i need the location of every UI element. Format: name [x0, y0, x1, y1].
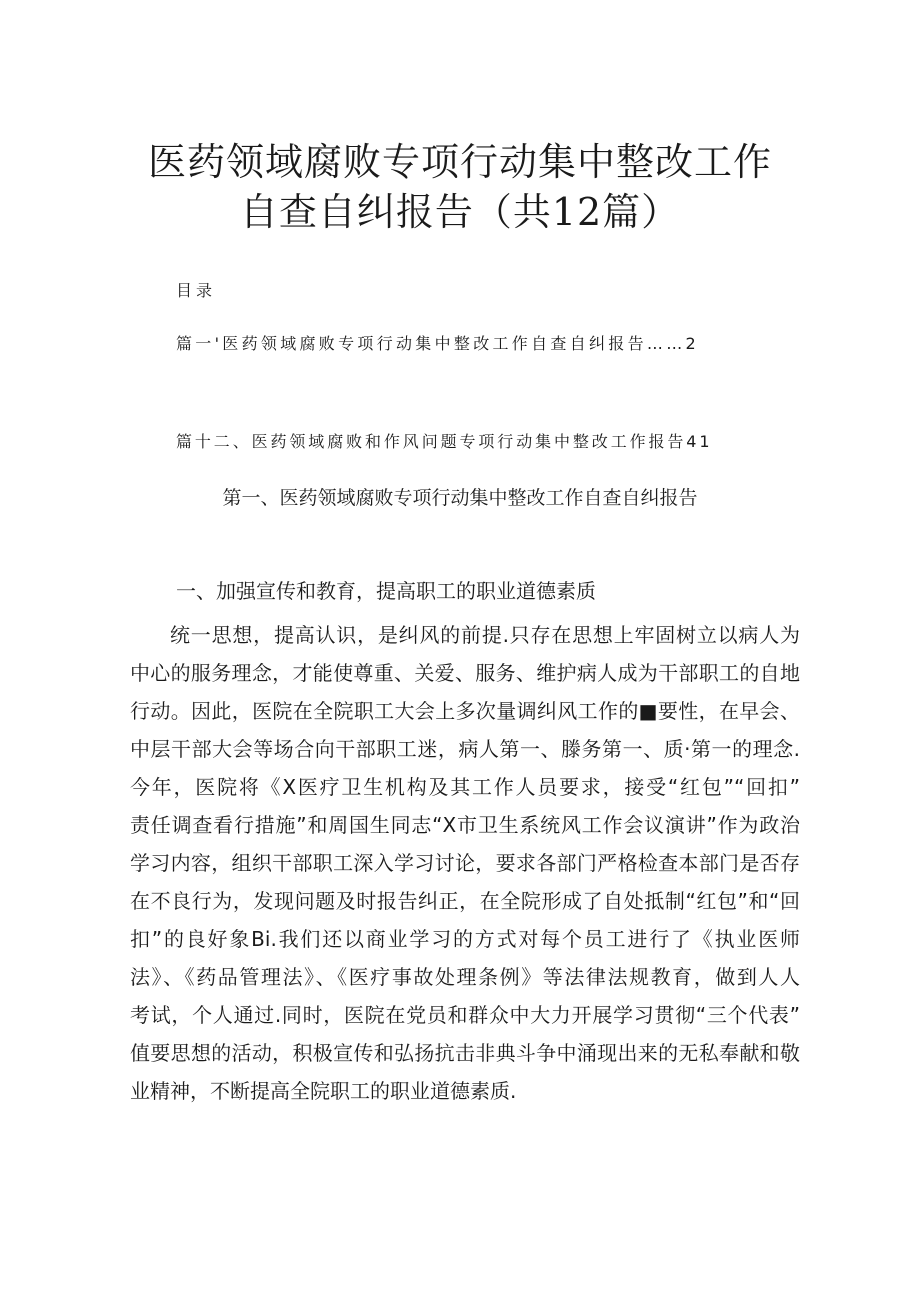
body-paragraph: [130, 616, 800, 1110]
document-title-line-2: 自查自纠报告（共12篇）: [239, 190, 681, 234]
document-title-line-1: 医药领域腐败专项行动集中整改工作: [147, 140, 772, 184]
paragraph-line: 今年，医院将《X医疗卫生机构及其工作人员要求，接受“红包”“回扣”: [130, 775, 800, 799]
paragraph-line: 中层干部大会等场合向干部职工迷，病人第一、滕务第一、质·第一的理念.: [130, 737, 800, 761]
toc-label: 目录: [176, 281, 217, 300]
paragraph-line: 法》、《药品管理法》、《医疗事故处理条例》等法律法规教育，做到人人: [130, 965, 800, 989]
paragraph-line: 中心的服务理念，才能使尊重、关爱、服务、维护病人成为干部职工的自地: [130, 661, 800, 685]
paragraph-line: 责任调查看行措施”和周国生同志“X市卫生系统风工作会议演讲”作为政治: [130, 813, 800, 837]
paragraph-line: 行动。因此，医院在全院职工大会上多次量调纠风工作的■要性，在早会、: [130, 699, 800, 723]
paragraph-line: 在不良行为，发现问题及时报告纠正，在全院形成了自处抵制“红包”和“回: [130, 889, 800, 913]
paragraph-line: 值要思想的活动，积极宣传和弘扬抗击非典斗争中涌现出来的无私奉献和敬: [130, 1041, 800, 1065]
toc-entry-12: 篇十二、医药领域腐败和作风问题专项行动集中整改工作报告41: [176, 432, 713, 451]
paragraph-line: 考试，个人通过.同时，医院在党员和群众中大力开展学习贯彻“三个代表”: [130, 1003, 800, 1027]
paragraph-line: 扣”的良好象Bi.我们还以商业学习的方式对每个员工进行了《执业医师: [130, 927, 800, 951]
paragraph-line: 统一思想，提高认识，是纠风的前提.只存在思想上牢固树立以病人为: [170, 623, 800, 647]
paragraph-line: 业精神，不断提高全院职工的职业道德素质.: [130, 1079, 517, 1103]
section-heading-1: 一、加强宣传和教育，提高职工的职业道德素质: [176, 579, 596, 603]
toc-entry-1: 篇一'医药领域腐败专项行动集中整改工作自查自纠报告……2: [176, 334, 699, 353]
section-title: 第一、医药领域腐败专项行动集中整改工作自查自纠报告: [222, 487, 698, 509]
paragraph-line: 学习内容，组织干部职工深入学习讨论，要求各部门严格检查本部门是否存: [130, 851, 800, 875]
